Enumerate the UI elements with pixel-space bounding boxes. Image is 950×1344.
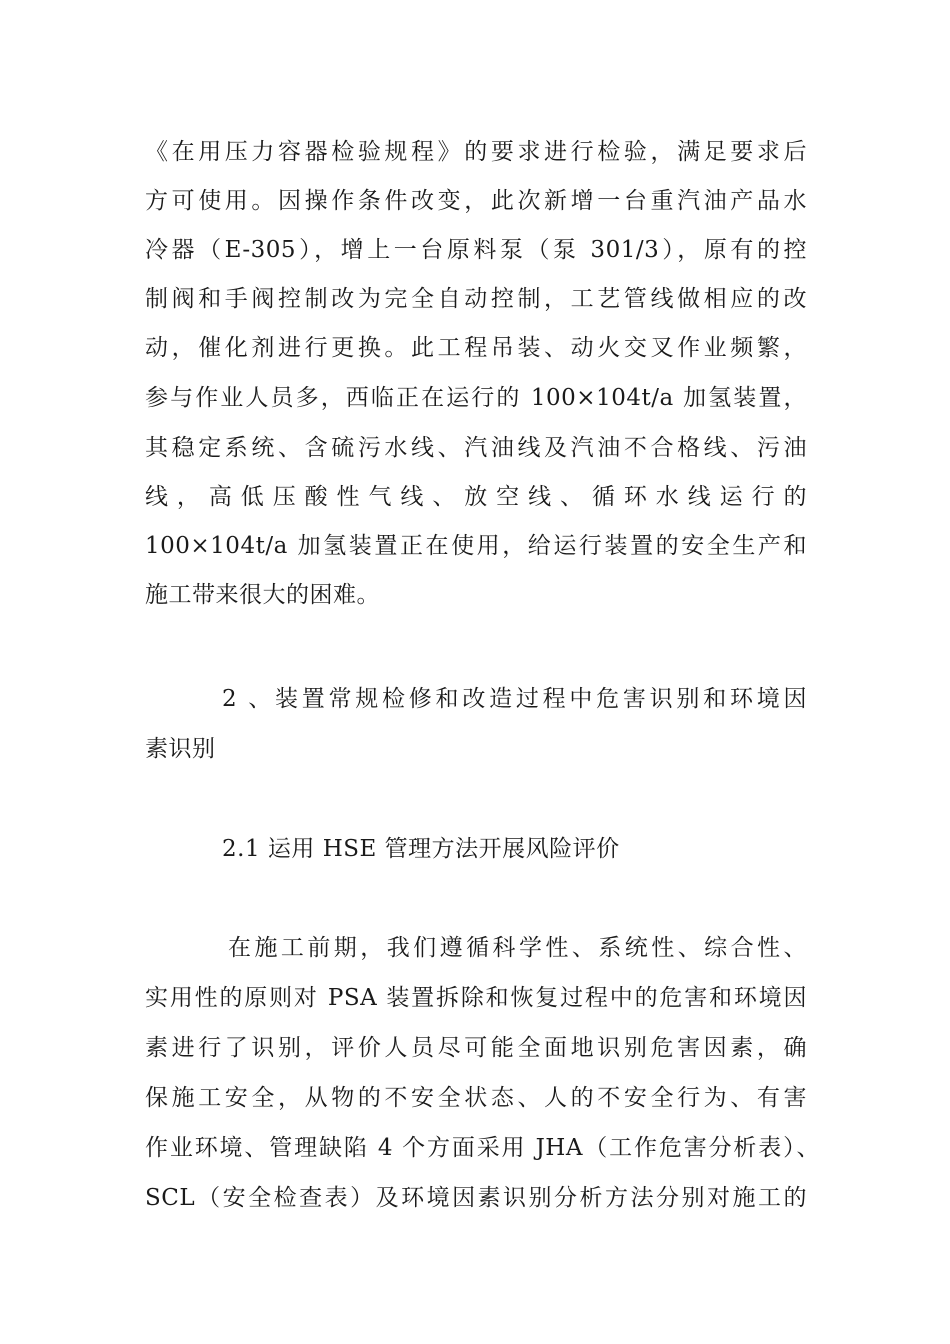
paragraph-2-line-6: SCL（安全检查表）及环境因素识别分析方法分别对施工的 bbox=[145, 1185, 807, 1211]
paragraph-1-line-2: 方可使用。因操作条件改变，此次新增一台重汽油产品水 bbox=[145, 188, 807, 214]
paragraph-2-line-1: 在施工前期，我们遵循科学性、系统性、综合性、 bbox=[228, 935, 807, 961]
paragraph-1-line-8: 线，高低压酸性气线、放空线、循环水线运行的 bbox=[145, 484, 807, 510]
paragraph-1-line-1: 《在用压力容器检验规程》的要求进行检验，满足要求后 bbox=[145, 139, 807, 165]
section-heading-2-line-1: 2 、装置常规检修和改造过程中危害识别和环境因 bbox=[222, 686, 807, 712]
paragraph-2-line-3: 素进行了识别，评价人员尽可能全面地识别危害因素，确 bbox=[145, 1035, 807, 1061]
paragraph-1-line-10: 施工带来很大的困难。 bbox=[145, 582, 380, 608]
paragraph-1-line-9: 100×104t/a 加氢装置正在使用，给运行装置的安全生产和 bbox=[145, 533, 807, 559]
subsection-heading-2-1: 2.1 运用 HSE 管理方法开展风险评价 bbox=[222, 836, 620, 862]
paragraph-2-line-2: 实用性的原则对 PSA 装置拆除和恢复过程中的危害和环境因 bbox=[145, 985, 807, 1011]
paragraph-1-line-6: 参与作业人员多，西临正在运行的 100×104t/a 加氢装置， bbox=[145, 385, 807, 411]
paragraph-2-line-4: 保施工安全，从物的不安全状态、人的不安全行为、有害 bbox=[145, 1085, 807, 1111]
paragraph-1-line-5: 动，催化剂进行更换。此工程吊装、动火交叉作业频繁， bbox=[145, 335, 807, 361]
paragraph-1-line-7: 其稳定系统、含硫污水线、汽油线及汽油不合格线、污油 bbox=[145, 435, 807, 461]
paragraph-2-line-5: 作业环境、管理缺陷 4 个方面采用 JHA（工作危害分析表）、 bbox=[145, 1135, 820, 1161]
paragraph-1-line-3: 冷器（E-305），增上一台原料泵（泵 301/3），原有的控 bbox=[145, 237, 807, 263]
paragraph-1-line-4: 制阀和手阀控制改为完全自动控制，工艺管线做相应的改 bbox=[145, 286, 807, 312]
section-heading-2-line-2: 素识别 bbox=[145, 736, 216, 762]
